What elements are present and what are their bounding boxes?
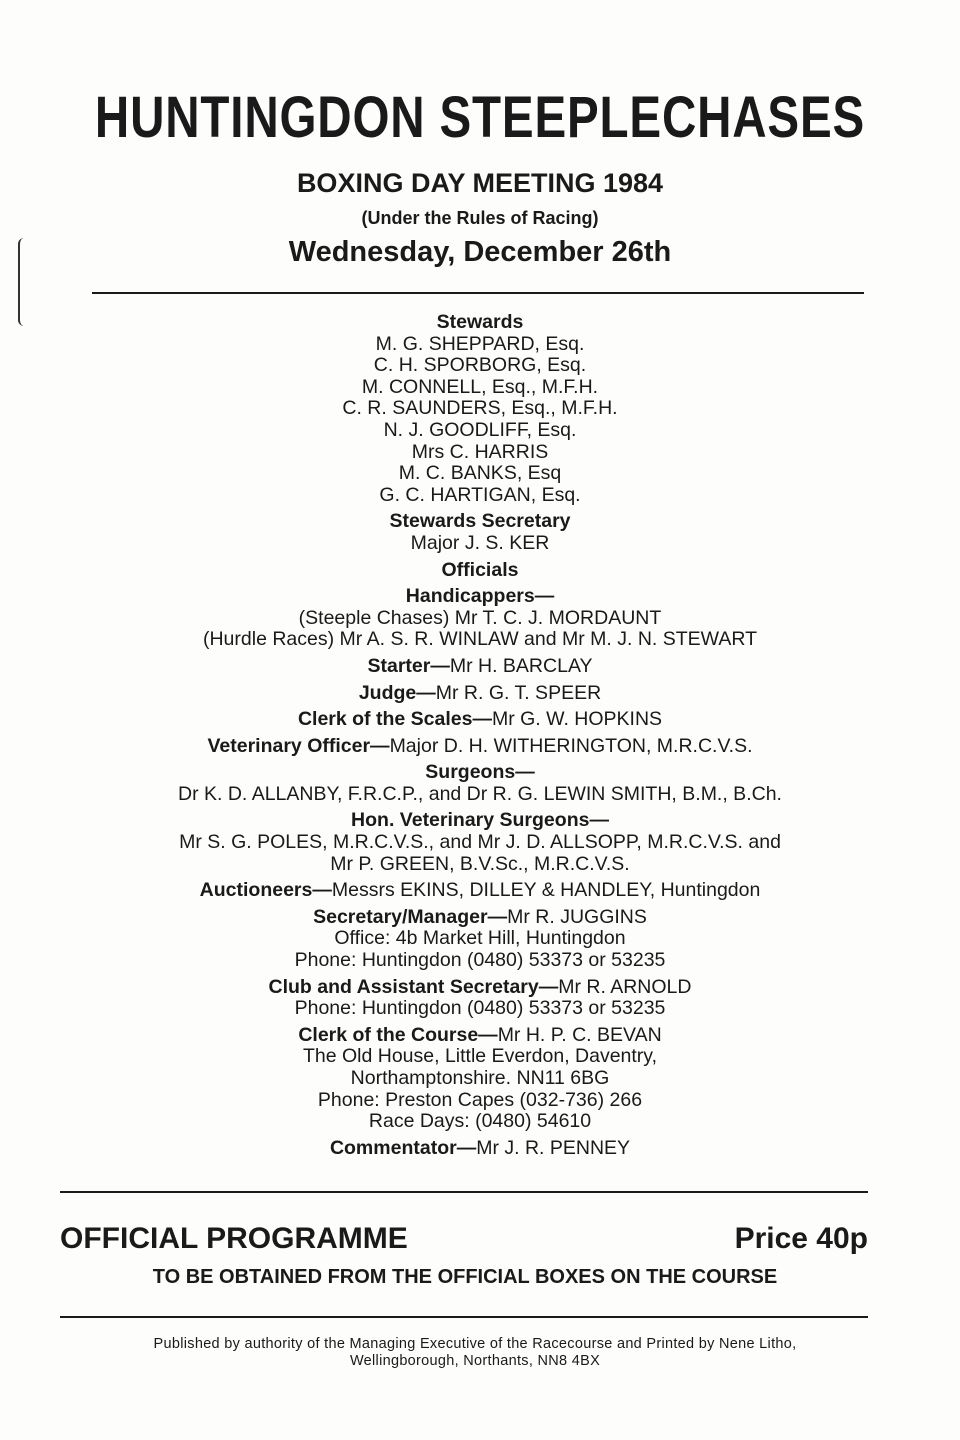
course-detail: Northamptonshire. NN11 6BG — [350, 1067, 610, 1089]
hon-vet-label: Hon. Veterinary Surgeons— — [351, 809, 609, 832]
hon-vet-line: Mr S. G. POLES, M.R.C.V.S., and Mr J. D. ALLSOPP, M.R.C.V.S. and — [179, 831, 781, 854]
starter-name: Mr H. BARCLAY — [449, 654, 593, 677]
auctioneers-label: Auctioneers— — [199, 879, 332, 902]
auctioneers-line — [40, 880, 920, 902]
stewards-secretary-name: Major J. S. KER — [410, 531, 550, 554]
course-name: Mr H. P. C. BEVAN — [497, 1023, 662, 1046]
club-name: Mr R. ARNOLD — [558, 975, 692, 998]
steward-name: M. CONNELL, Esq., M.F.H. — [361, 375, 599, 398]
scales-name: Mr G. W. HOPKINS — [491, 708, 663, 731]
scales-label: Clerk of the Scales— — [297, 708, 492, 731]
stewards-heading: Stewards — [436, 311, 524, 333]
meeting-subtitle: BOXING DAY MEETING 1984 — [296, 168, 664, 198]
obtain-note: TO BE OBTAINED FROM THE OFFICIAL BOXES ON THE COURSE — [152, 1266, 778, 1288]
secretary-detail: Office: 4b Market Hill, Huntingdon — [334, 927, 626, 950]
handicapper-line: (Hurdle Races) Mr A. S. R. WINLAW and Mr M. J. N. STEWART — [202, 628, 758, 651]
steward-name: M. C. BANKS, Esq — [398, 462, 562, 485]
commentator-name: Mr J. R. PENNEY — [476, 1136, 631, 1159]
course-detail: The Old House, Little Everdon, Daventry, — [302, 1045, 658, 1068]
course-detail: Race Days: (0480) 54610 — [368, 1110, 592, 1133]
surgeons-names: Dr K. D. ALLANBY, F.R.C.P., and Dr R. G. LEWIN SMITH, B.M., B.Ch. — [178, 782, 782, 805]
footer-line: Wellingborough, Northants, NN8 4BX — [349, 1353, 601, 1369]
handicappers-label: Handicappers— — [405, 585, 555, 608]
surgeons-label: Surgeons— — [425, 761, 535, 784]
footer-line: Published by authority of the Managing Executive of the Racecourse and Printed by Nene Litho, — [153, 1336, 797, 1352]
steward-name: Mrs C. HARRIS — [411, 440, 549, 463]
stewards-secretary-heading: Stewards Secretary — [389, 510, 571, 533]
divider-top — [92, 292, 864, 294]
hon-vet-line: Mr P. GREEN, B.V.Sc., M.R.C.V.S. — [330, 852, 630, 875]
officials-list — [40, 312, 920, 1159]
starter-label: Starter— — [367, 654, 450, 677]
vet-label: Veterinary Officer— — [207, 734, 390, 757]
official-programme-label: OFFICIAL PROGRAMME — [60, 1222, 408, 1255]
judge-line — [40, 683, 920, 705]
page-title: HUNTINGDON STEEPLECHASES — [94, 85, 866, 150]
price-label: Price 40p — [734, 1222, 868, 1255]
club-line — [40, 977, 920, 999]
steward-name: C. R. SAUNDERS, Esq., M.F.H. — [342, 397, 618, 420]
rules-note: (Under the Rules of Racing) — [361, 208, 599, 228]
vet-name: Major D. H. WITHERINGTON, M.R.C.V.S. — [389, 734, 753, 757]
club-phone: Phone: Huntingdon (0480) 53373 or 53235 — [294, 997, 666, 1020]
steward-name: N. J. GOODLIFF, Esq. — [383, 418, 577, 441]
commentator-label: Commentator— — [329, 1136, 477, 1159]
divider-middle — [60, 1191, 868, 1193]
secretary-line — [40, 907, 920, 929]
scales-line — [40, 709, 920, 731]
handicapper-line: (Steeple Chases) Mr T. C. J. MORDAUNT — [298, 606, 662, 629]
publisher-footer — [40, 1336, 910, 1370]
judge-name: Mr R. G. T. SPEER — [435, 681, 602, 704]
steward-name: G. C. HARTIGAN, Esq. — [379, 483, 581, 506]
starter-line — [40, 656, 920, 678]
meeting-date: Wednesday, December 26th — [288, 236, 672, 268]
auctioneers-name: Messrs EKINS, DILLEY & HANDLEY, Huntingdon — [331, 879, 761, 902]
steward-name: M. G. SHEPPARD, Esq. — [375, 332, 585, 355]
course-label: Clerk of the Course— — [298, 1023, 498, 1046]
course-line — [40, 1025, 920, 1047]
secretary-name: Mr R. JUGGINS — [507, 905, 647, 928]
steward-name: C. H. SPORBORG, Esq. — [373, 354, 587, 377]
course-detail: Phone: Preston Capes (032-736) 266 — [317, 1088, 643, 1111]
officials-heading: Officials — [441, 558, 519, 581]
divider-bottom — [60, 1316, 868, 1318]
secretary-label: Secretary/Manager— — [313, 905, 508, 928]
club-label: Club and Assistant Secretary— — [268, 975, 559, 998]
secretary-detail: Phone: Huntingdon (0480) 53373 or 53235 — [294, 949, 666, 972]
judge-label: Judge— — [358, 681, 436, 704]
commentator-line — [40, 1138, 920, 1160]
vet-line — [40, 736, 920, 758]
